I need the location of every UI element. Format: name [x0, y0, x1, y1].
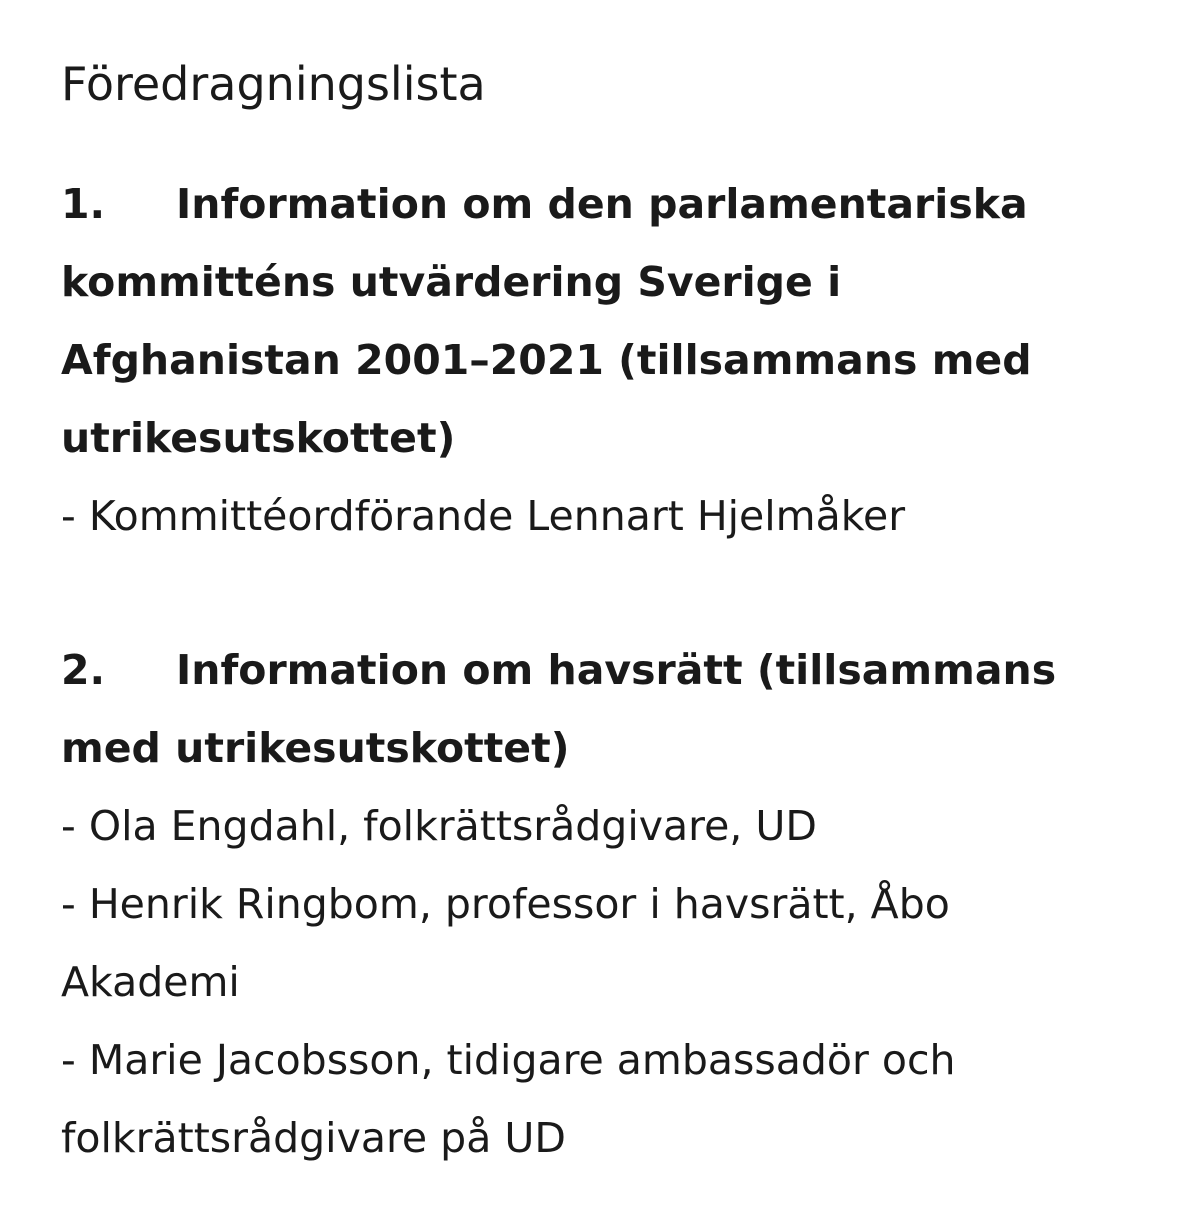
agenda-item-heading [61, 165, 1119, 477]
agenda-item-title: Information om den parlamentariska kommitténs utvärdering Sverige i Afghanistan 2001–2021 (tillsammans med utrikesutskottet) [61, 180, 1032, 462]
agenda-item-number: 1. [61, 180, 106, 228]
agenda-item-1 [61, 165, 1119, 555]
section-spacer [61, 555, 1119, 631]
speaker-line: - Ola Engdahl, folkrättsrådgivare, UD [61, 802, 817, 850]
speaker-line: - Marie Jacobsson, tidigare ambassadör och folkrättsrådgivare på UD [61, 1036, 956, 1162]
agenda-item-2 [61, 631, 1119, 1177]
page-title: Föredragningslista [61, 57, 486, 111]
speaker-line: - Kommittéordförande Lennart Hjelmåker [61, 492, 906, 540]
agenda-item-number: 2. [61, 646, 106, 694]
speaker-line: - Henrik Ringbom, professor i havsrätt, Åbo Akademi [61, 880, 950, 1006]
agenda-item-heading [61, 631, 1119, 787]
agenda-item-title: Information om havsrätt (tillsammans med utrikesutskottet) [61, 646, 1057, 772]
